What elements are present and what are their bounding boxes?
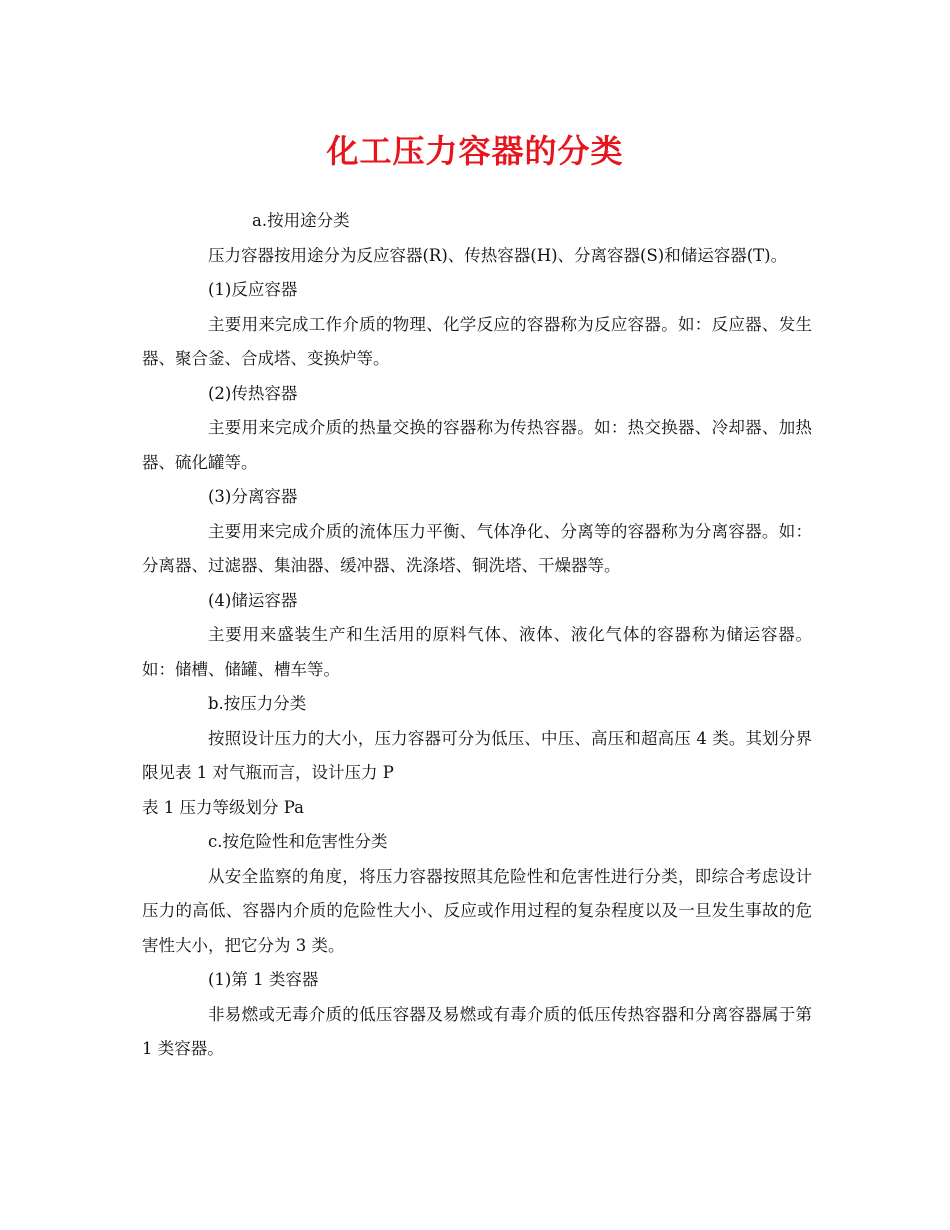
subheading-storage-vessel: (4)储运容器	[208, 590, 298, 610]
table-caption: 表 1 压力等级划分 Pa	[142, 797, 304, 817]
document-body	[142, 204, 812, 1067]
paragraph-storage-vessel: 主要用来盛装生产和生活用的原料气体、液体、液化气体的容器称为储运容器。如：储槽、储罐、槽车等。	[142, 625, 812, 679]
section-heading-by-hazard: c.按危险性和危害性分类	[208, 832, 388, 851]
section-heading-by-pressure: b.按压力分类	[208, 694, 307, 713]
paragraph-class-1-vessel: 非易燃或无毒介质的低压容器及易燃或有毒介质的低压传热容器和分离容器属于第 1 类容器。	[142, 1004, 812, 1058]
subheading-separation-vessel: (3)分离容器	[208, 487, 298, 506]
paragraph-hazard-classes: 从安全监察的角度，将压力容器按照其危险性和危害性进行分类，即综合考虑设计压力的高低、容器内介质的危险性大小、反应或作用过程的复杂程度以及一旦发生事故的危害性大小，把它分为 3 类。	[142, 866, 812, 955]
subheading-heat-transfer-vessel: (2)传热容器	[208, 383, 298, 403]
subheading-class-1-vessel: (1)第 1 类容器	[208, 970, 319, 989]
paragraph-separation-vessel: 主要用来完成介质的流体压力平衡、气体净化、分离等的容器称为分离容器。如：分离器、过滤器、集油器、缓冲器、洗涤塔、铜洗塔、干燥器等。	[142, 521, 812, 575]
section-heading-by-use: a.按用途分类	[252, 211, 350, 230]
paragraph-use-intro: 压力容器按用途分为反应容器(R)、传热容器(H)、分离容器(S)和储运容器(T)。	[208, 245, 788, 265]
paragraph-reaction-vessel: 主要用来完成工作介质的物理、化学反应的容器称为反应容器。如：反应器、发生器、聚合釜、合成塔、变换炉等。	[142, 314, 812, 368]
paragraph-pressure-classes: 按照设计压力的大小，压力容器可分为低压、中压、高压和超高压 4 类。其划分界限见表 1 对气瓶而言，设计压力 P	[142, 728, 812, 782]
paragraph-heat-transfer-vessel: 主要用来完成介质的热量交换的容器称为传热容器。如：热交换器、冷却器、加热器、硫化罐等。	[142, 418, 812, 472]
subheading-reaction-vessel: (1)反应容器	[208, 280, 298, 299]
document-title: 化工压力容器的分类	[326, 132, 624, 170]
